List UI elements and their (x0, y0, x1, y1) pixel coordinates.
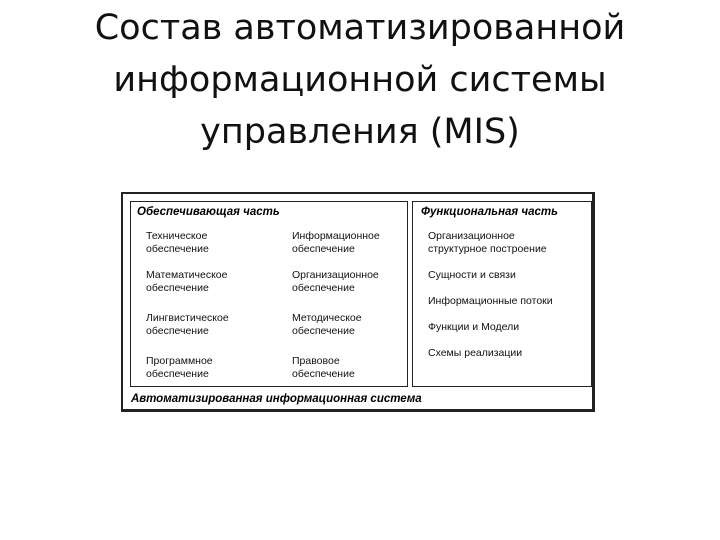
item-line: обеспечение (146, 282, 209, 294)
item-line: Техническое (146, 230, 208, 242)
linguistic-support-item (146, 312, 229, 338)
item-line: структурное построение (428, 243, 547, 255)
item-line: Организационное (428, 230, 515, 242)
technical-support-item (146, 230, 209, 256)
methodical-support-item (292, 312, 362, 338)
slide-title-line-2: информационной системы (113, 60, 607, 100)
item-line: обеспечение (292, 243, 355, 255)
item-line: обеспечение (292, 282, 355, 294)
ais-structure-diagram (121, 192, 595, 412)
functional-part-panel (412, 201, 592, 387)
item-line: Функции и Модели (428, 321, 520, 333)
organizational-structure-item (428, 230, 547, 256)
functions-models-item (428, 321, 519, 334)
entities-relations-item (428, 269, 516, 282)
item-line: обеспечение (292, 325, 355, 337)
item-line: Математическое (146, 269, 228, 281)
information-flows-item (428, 295, 553, 308)
item-line: Методическое (292, 312, 362, 324)
information-support-item (292, 230, 380, 256)
item-line: Информационное (292, 230, 380, 242)
supporting-part-title: Обеспечивающая часть (137, 206, 280, 218)
mathematical-support-item (146, 269, 227, 295)
organizational-support-item (292, 269, 379, 295)
item-line: Информационные потоки (428, 295, 553, 307)
item-line: обеспечение (146, 368, 209, 380)
slide-title (0, 2, 720, 158)
item-line: Сущности и связи (428, 269, 516, 281)
slide-title-line-3: управления (MIS) (200, 112, 520, 152)
item-line: Программное (146, 355, 213, 367)
item-line: Лингвистическое (146, 312, 229, 324)
item-line: обеспечение (146, 325, 209, 337)
legal-support-item (292, 355, 355, 381)
implementation-schemes-item (428, 347, 522, 360)
item-line: обеспечение (292, 368, 355, 380)
diagram-footer-label: Автоматизированная информационная система (131, 393, 422, 405)
item-line: Схемы реализации (428, 347, 523, 359)
item-line: Правовое (292, 355, 340, 367)
supporting-part-panel (130, 201, 408, 387)
software-support-item (146, 355, 213, 381)
slide-title-line-1: Состав автоматизированной (94, 8, 626, 48)
functional-part-title: Функциональная часть (421, 206, 558, 218)
item-line: Организационное (292, 269, 379, 281)
item-line: обеспечение (146, 243, 209, 255)
